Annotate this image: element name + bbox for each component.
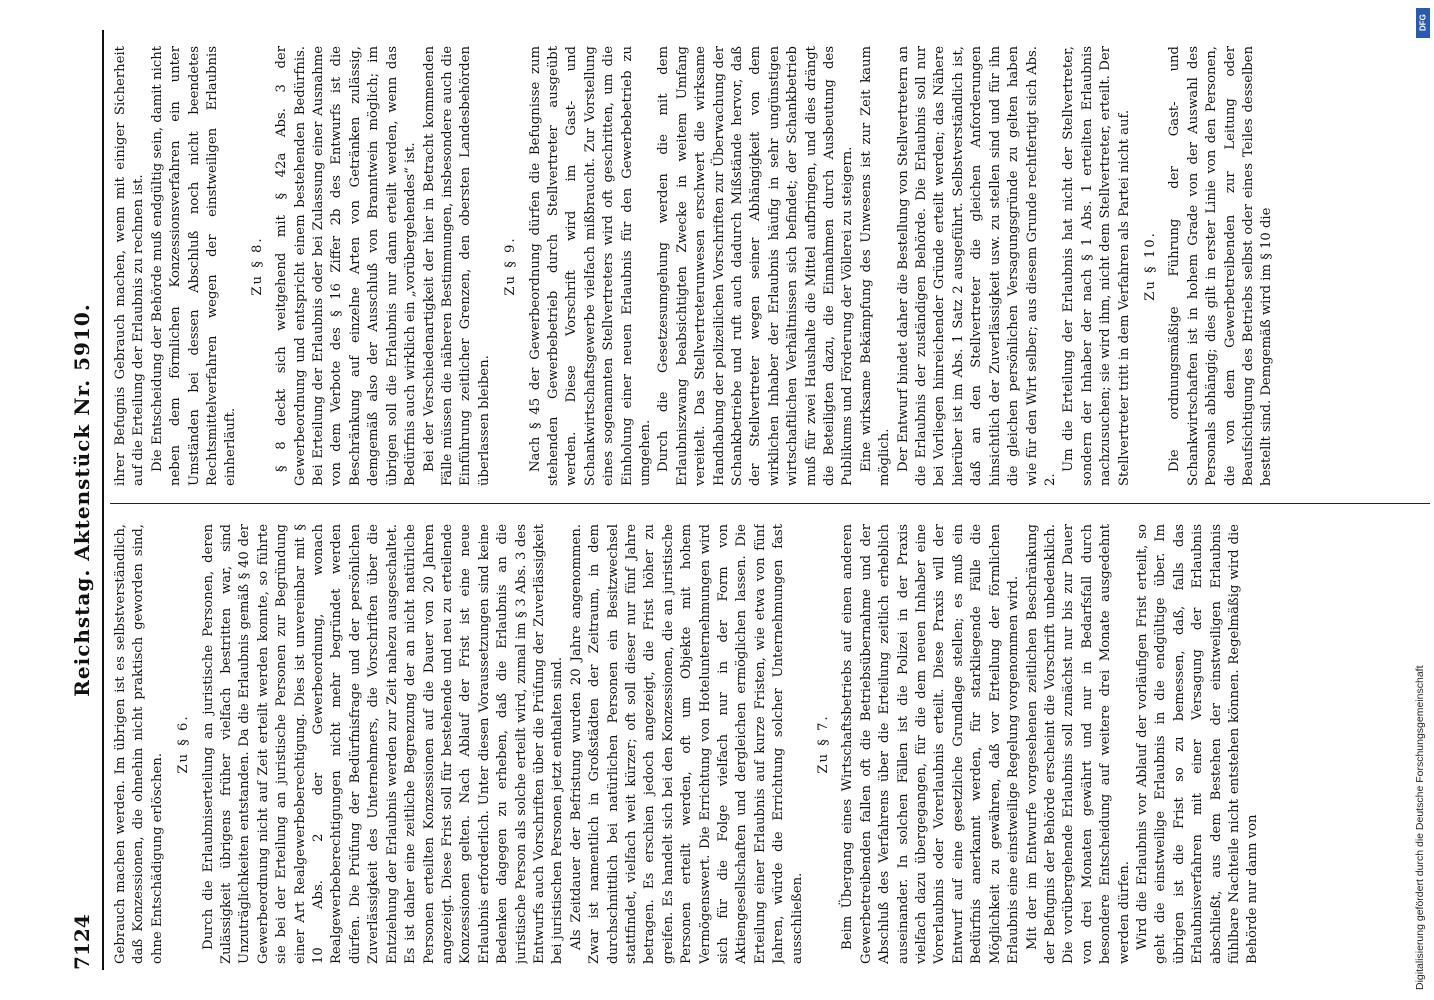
paragraph: Als Zeitdauer der Befristung wurden 20 Jahre angenommen. Zwar ist namentlich in Großstädten der Zeitraum, in dem durchschnittlich bei natürlichen Personen ein Besitzwechsel stattfindet, vielfach weit kürzer; oft soll dieser nur fünf Jahre betragen. Es erschien jedoch angezeigt, die Frist höher zu greifen. Es handelt sich bei den Konzessionen, die an juristische Personen erteilt werden, oft um Objekte mit hohem Vermögenswert. Die Errichtung von Hotelunternehmungen wird sich für die Folge vielfach nur in der Form von Aktiengesellschaften und dergleichen ermöglichen lassen. Die Erteilung einer Erlaubnis auf kurze Fristen, wie etwa von fünf Jahren, würde die Errichtung solcher Unternehmungen fast ausschließen.	[568, 524, 805, 964]
paragraph: Beim Übergang eines Wirtschaftsbetriebs auf einen anderen Gewerbetreibenden fallen oft die Betriebsübernahme und der Abschluß des Verfahrens über die Erteilung zeitlich erheblich auseinander. In solchen Fällen ist die Polizei in der Praxis vielfach dazu übergegangen, für die dem neuen Inhaber eine Vorerlaubnis oder Vorerlaubnis erteilt. Diese Praxis will der Entwurf auf eine gesetzliche Grundlage stellen; es muß ein Bedürfnis anerkannt werden, für starkliegende Fälle die Möglichkeit zu gewähren, daß vor Erteilung der förmlichen Erlaubnis eine einstweilige Regelung vorgenommen wird.	[840, 524, 1022, 964]
document-page	[70, 30, 1430, 970]
paragraph: Bei der Verschiedenartigkeit der hier in Betracht kommenden Fälle müssen die näheren Bestimmungen, insbesondere auch die Einführung zeitlicher Grenzen, den obersten Landesbehörden überlassen bleiben.	[421, 46, 492, 486]
left-column	[112, 524, 1422, 964]
paragraph: Der Entwurf bindet daher die Bestellung von Stellvertretern an die Erlaubnis der zuständigen Behörde. Die Erlaubnis soll nur bei Vorliegen hinreichender Gründe erteilt werden; das Nähere hierüber ist im Abs. 1 Satz 2 ausgeführt. Selbstverständlich ist, daß an den Stellvertreter die gleichen Anforderungen hinsichtlich der Zuverlässigkeit usw. zu stellen sind und für ihn die gleichen persönlichen Versagungsgründe zu gelten haben wie für den Wirt selber; aus diesem Grunde rechtfertigt sich Abs. 2.	[895, 46, 1058, 486]
paragraph: Nach § 45 der Gewerbeordnung dürfen die Befugnisse zum stehenden Gewerbebetrieb durch Stellvertreter ausgeübt werden. Diese Vorschrift wird im Gast- und Schankwirtschaftsgewerbe vielfach mißbraucht. Zur Vorstellung eines sogenannten Stellvertreters wird oft geschritten, um die Einholung einer neuen Erlaubnis für den Gewerbebetrieb zu umgehen.	[527, 46, 653, 486]
paragraph: Um die Erteilung der Erlaubnis hat nicht der Stellvertreter, sondern der Inhaber der nach § 1 Abs. 1 erteilten Erlaubnis nachzusuchen; sie wird ihm, nicht dem Stellvertreter, erteilt. Der Stellvertreter tritt in dem Verfahren als Partei nicht auf.	[1061, 46, 1132, 486]
paragraph: Gebrauch machen werden. Im übrigen ist es selbstverständlich, daß Konzessionen, die ohnehin nicht praktisch geworden sind, ohne Entschädigung erlöschen.	[113, 524, 165, 964]
paragraph: § 8 deckt sich weitgehend mit § 42a Abs. 3 der Gewerbeordnung und entspricht einem bestehenden Bedürfnis. Bei Erteilung der Erlaubnis oder bei Zulassung einer Ausnahme von dem Verbote des § 16 Ziffer 2b des Entwurfs ist die Beschränkung auf einzelne Arten von Getränken zulässig, demgemäß also der Ausschluß von Branntwein möglich; im übrigen soll die Erlaubnis nur dann erteilt werden, wenn das Bedürfnis auch wirklich ein „vorübergehendes“ ist.	[274, 46, 419, 486]
section-heading: Zu § 7.	[816, 714, 832, 774]
column-divider	[110, 503, 1430, 504]
section-heading: Zu § 10.	[1142, 231, 1158, 301]
paragraph: Durch die Gesetzesumgehung werden die mit dem Erlaubniszwang beabsichtigten Zwecke in weitem Umfang vereitelt. Das Stellvertreterunwesen erschwert die wirksame Handhabung der polizeilichen Vorschriften zur Überwachung der Schankbetriebe und ruft auch dadurch Mißstände hervor, daß der Stellvertreter wegen seiner Abhängigkeit von dem wirklichen Inhaber der Erlaubnis häufig in sehr ungünstigen wirtschaftlichen Verhältnissen sich befindet; der Schankbetrieb muß für zwei Haushalte die Mittel aufbringen, und dies drängt die Beteiligten dazu, die Einnahmen durch Ausbeutung des Publikums und Förderung der Völlerei zu steigern.	[656, 46, 856, 486]
section-heading: Zu § 6.	[176, 714, 192, 774]
running-title: Reichstag. Aktenstück Nr. 5910.	[70, 303, 94, 697]
paragraph: Durch die Erlaubniserteilung an juristische Personen, deren Zulässigkeit übrigens früher vielfach bestritten war, sind Unzuträglichkeiten entstanden. Da die Erlaubnis gemäß § 40 der Gewerbeordnung nicht auf Zeit erteilt werden konnte, so führte sie bei der Erteilung an juristische Personen zur Begründung einer Art Realgewerbeberechtigung. Dies ist unvereinbar mit § 10 Abs. 2 der Gewerbeordnung, wonach Realgewerbeberechtigungen nicht mehr begründet werden dürfen. Die Prüfung der Bedürfnisfrage und der persönlichen Zuverlässigkeit des Unternehmers, die Vorschriften über die Entziehung der Erlaubnis werden zur Zeit nahezu ausgeschaltet. Es ist daher eine zeitliche Begrenzung der an nicht natürliche Personen erteilten Konzessionen auf die Dauer von 20 Jahren angezeigt. Diese Frist soll für bestehende und neu zu erteilende Konzessionen gelten. Nach Ablauf der Frist ist eine neue Erlaubnis erforderlich. Unter diesen Voraussetzungen sind keine Bedenken dagegen zu erheben, daß die Erlaubnis an die juristische Person als solche erteilt wird, zumal im § 3 Abs. 3 des Entwurfs auch Vorschriften über die Prüfung der Zuverlässigkeit bei juristischen Personen jetzt enthalten sind.	[200, 524, 566, 964]
paragraph: Die Entscheidung der Behörde muß endgültig sein, damit nicht neben dem förmlichen Konzessionsverfahren ein unter Umständen bei dessen Abschluß noch nicht beendetes Rechtsmittelverfahren wegen der einstweiligen Erlaubnis einherläuft.	[149, 46, 239, 486]
right-column	[112, 46, 1422, 486]
section-heading: Zu § 8.	[249, 236, 265, 296]
dfg-logo: DFG	[1416, 8, 1430, 38]
paragraph: ihrer Befugnis Gebrauch machen, wenn mit einiger Sicherheit auf die Erteilung der Erlaubnis zu rechnen ist.	[113, 46, 147, 486]
header-rule	[102, 30, 104, 970]
section-heading: Zu § 9.	[503, 236, 519, 296]
paragraph: Wird die Erlaubnis vor Ablauf der vorläufigen Frist erteilt, so geht die einstweilige Erlaubnis in die endgültige über. Im übrigen ist die Frist so zu bemessen, daß, falls das Erlaubnisverfahren mit einer Versagung der Erlaubnis abschließt, aus dem Bestehen der einstweiligen Erlaubnis fühlbare Nachteile nicht entstehen können. Regelmäßig wird die Behörde nur dann von	[1134, 524, 1261, 964]
paragraph: Mit der im Entwurfe vorgesehenen zeitlichen Beschränkung der Befugnis der Behörde erscheint die Vorschrift unbedenklich. Die vorübergehende Erlaubnis soll zunächst nur bis zur Dauer von drei Monaten gewährt und nur in Bedarfsfall durch besondere Entscheidung auf weitere drei Monate ausgedehnt werden dürfen.	[1024, 524, 1132, 964]
paragraph: Die ordnungsmäßige Führung der Gast- und Schankwirtschaften ist in hohem Grade von der Auswahl des Personals abhängig; dies gilt in erster Linie von den Personen, die von dem Gewerbetreibenden zur Leitung oder Beaufsichtigung des Betriebs selbst oder eines Teiles desselben bestellt sind. Demgemäß wird im § 10 die	[1167, 46, 1275, 486]
paragraph: Eine wirksame Bekämpfung des Unwesens ist zur Zeit kaum möglich.	[858, 46, 893, 486]
page-header	[70, 30, 100, 970]
page-number: 7124	[70, 914, 94, 970]
digitization-credit: Digitalisierung gefördert durch die Deutsche Forschungsgemeinschaft	[1414, 665, 1426, 990]
